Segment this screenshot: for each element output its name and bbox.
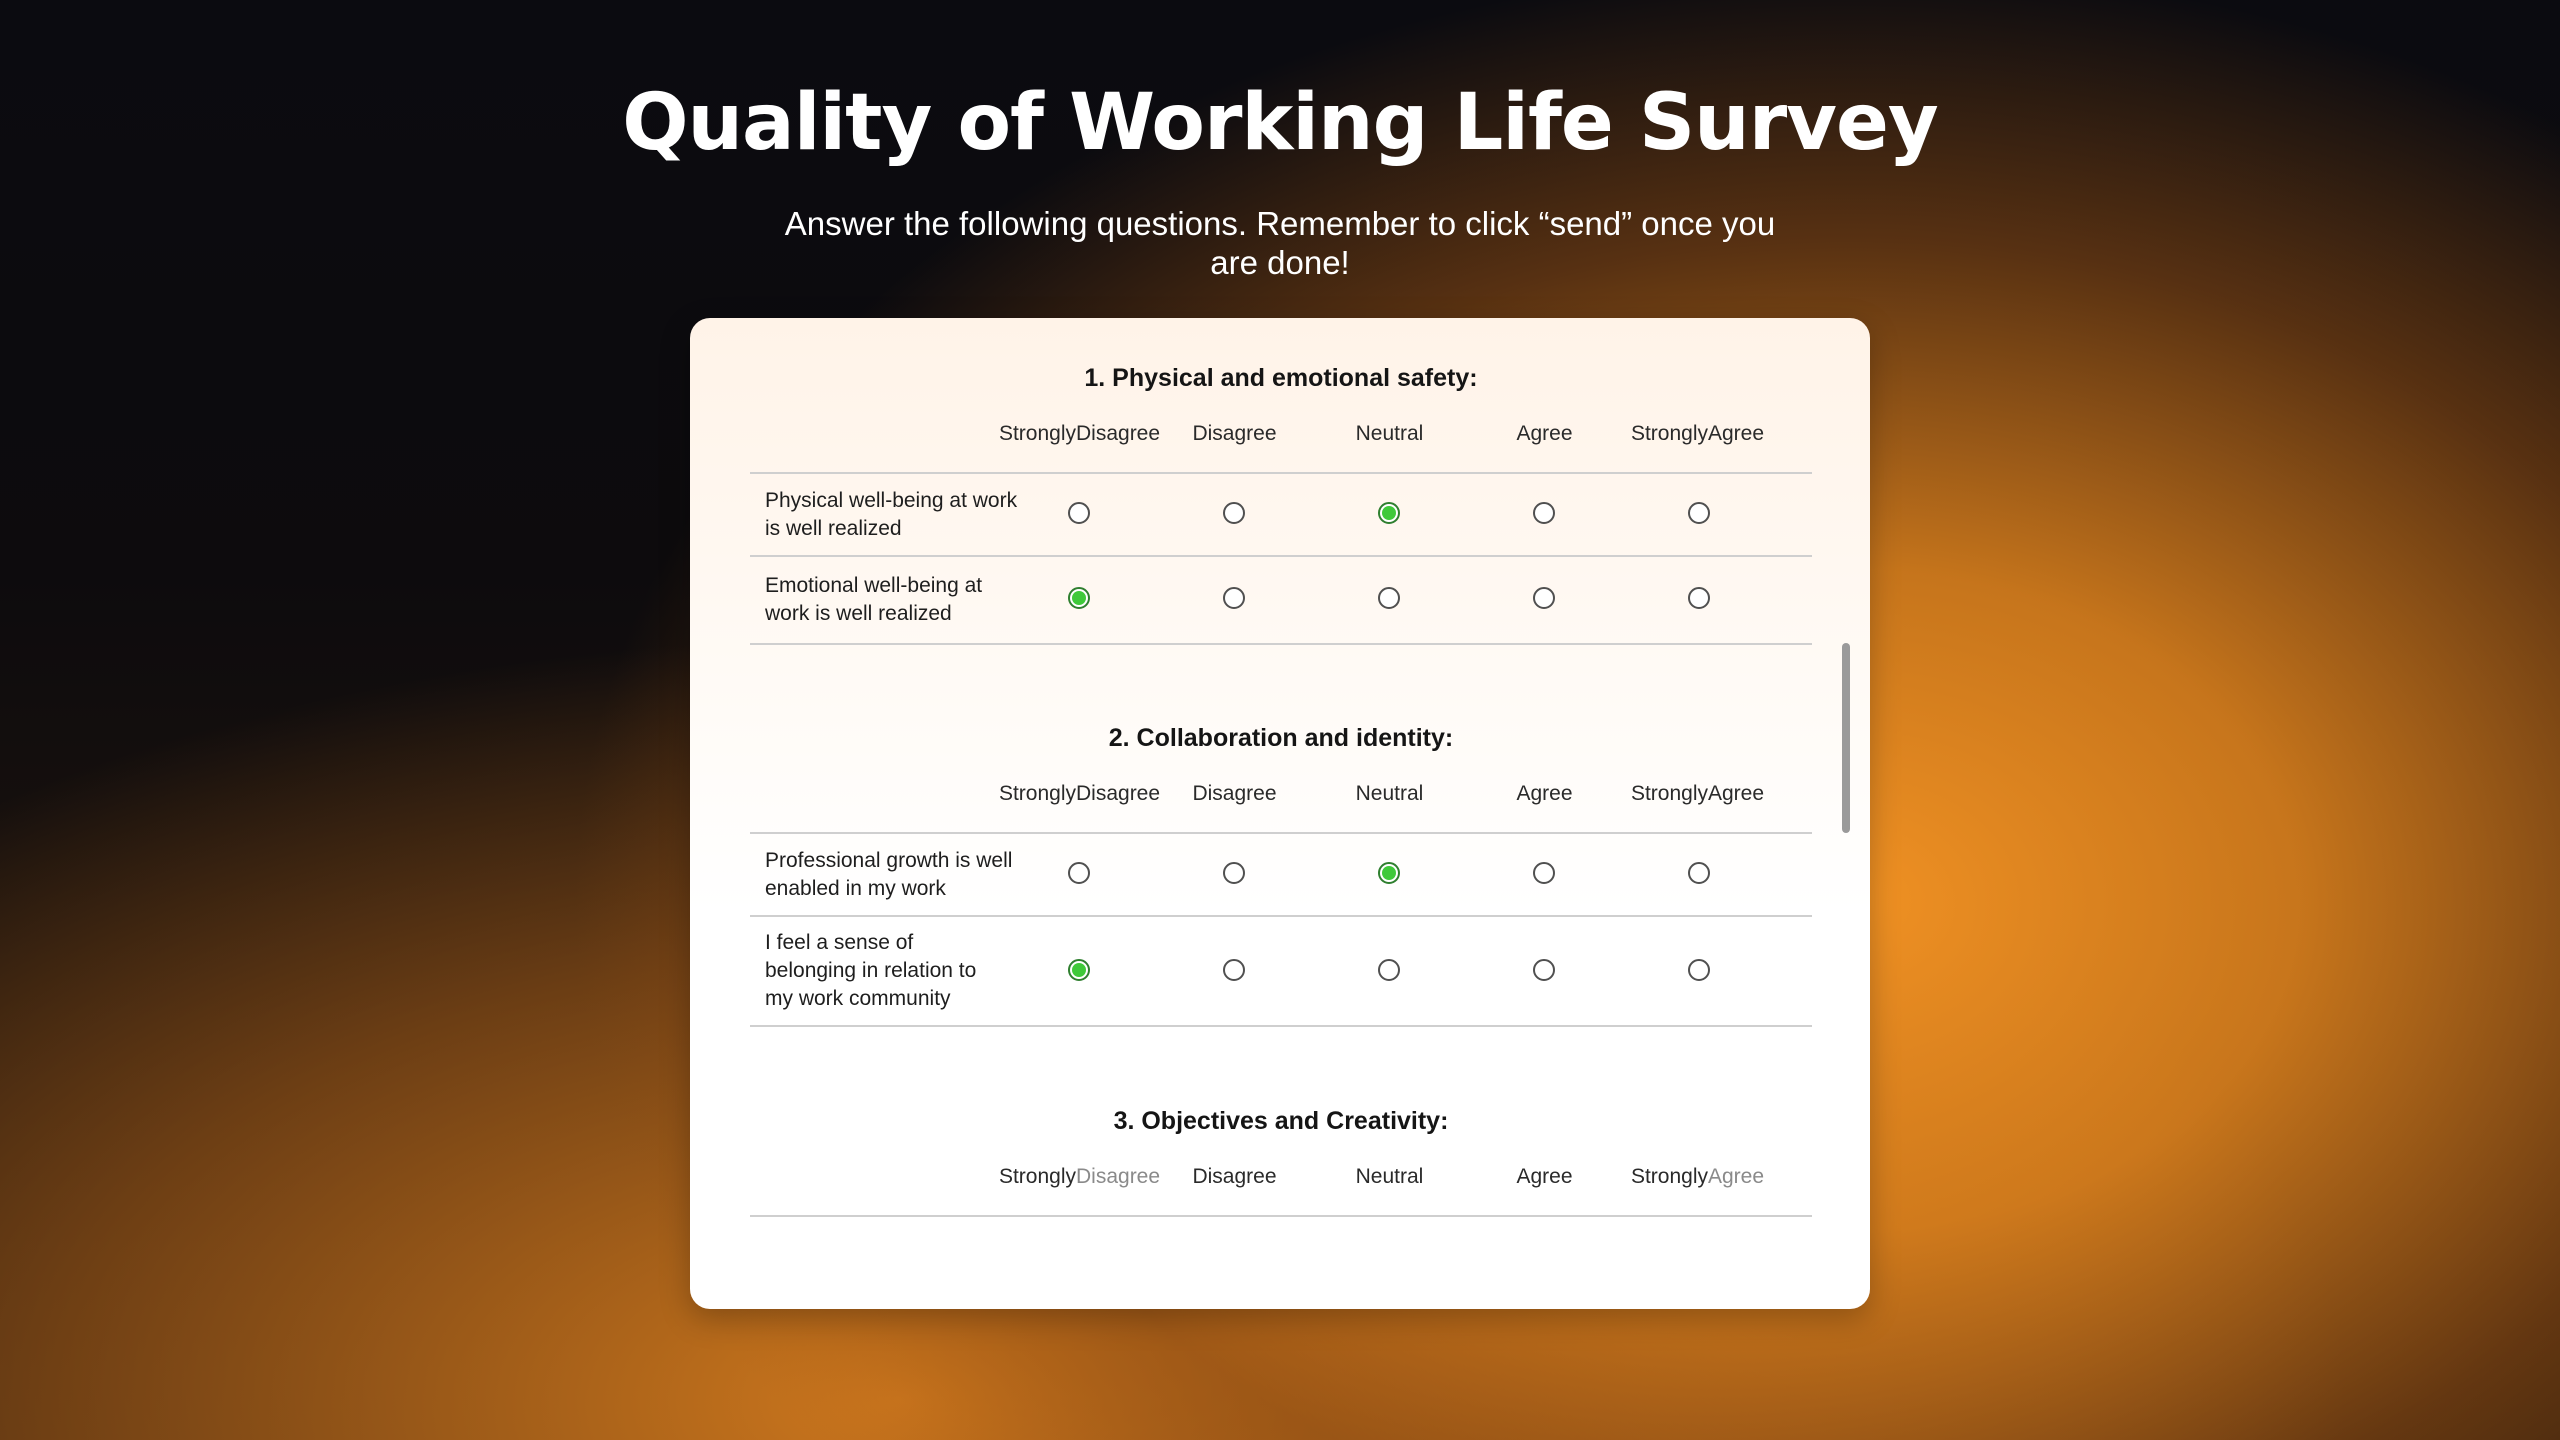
scale-header-strongly-disagree: Strongly Disagree: [998, 1165, 1161, 1188]
scale-header-neutral: Neutral: [1355, 1165, 1424, 1188]
survey-card: [690, 318, 1870, 1309]
radio-neutral[interactable]: [1378, 959, 1400, 981]
question-label: Professional growth is well enabled in my work: [765, 848, 1013, 900]
scale-header-strongly-disagree: Strongly Disagree: [998, 782, 1161, 805]
radio-agree[interactable]: [1533, 862, 1555, 884]
scale-header-strongly-agree: Strongly Agree: [1630, 782, 1765, 805]
section-title: 1. Physical and emotional safety:: [1084, 364, 1478, 392]
radio-strongly-disagree[interactable]: [1068, 959, 1090, 981]
radio-strongly-disagree[interactable]: [1068, 862, 1090, 884]
question-row: [750, 917, 1812, 1027]
section-title: 3. Objectives and Creativity:: [1113, 1107, 1449, 1135]
radio-disagree[interactable]: [1223, 862, 1245, 884]
radio-neutral[interactable]: [1378, 862, 1400, 884]
section-physical-emotional-safety: [750, 358, 1812, 645]
radio-strongly-agree[interactable]: [1688, 502, 1710, 524]
page-subtitle: Answer the following questions. Remember to click “send” once you are done!: [784, 205, 1776, 281]
scale-header-disagree: Disagree: [1192, 1165, 1277, 1188]
radio-neutral[interactable]: [1378, 502, 1400, 524]
radio-disagree[interactable]: [1223, 959, 1245, 981]
scale-header-strongly-agree: Strongly Agree: [1630, 1165, 1765, 1188]
question-label: Physical well-being at work is well realized: [765, 488, 1018, 540]
radio-disagree[interactable]: [1223, 502, 1245, 524]
scale-header-neutral: Neutral: [1355, 782, 1424, 805]
scale-header-agree: Agree: [1516, 422, 1573, 445]
scrollbar-thumb[interactable]: [1842, 643, 1850, 833]
section-title: 2. Collaboration and identity:: [1108, 724, 1454, 752]
radio-neutral[interactable]: [1378, 587, 1400, 609]
survey-scroll-area[interactable]: [690, 318, 1870, 1238]
radio-agree[interactable]: [1533, 502, 1555, 524]
scale-header-disagree: Disagree: [1192, 782, 1277, 805]
radio-strongly-agree[interactable]: [1688, 862, 1710, 884]
question-row: [750, 474, 1812, 557]
radio-strongly-agree[interactable]: [1688, 959, 1710, 981]
radio-strongly-agree[interactable]: [1688, 587, 1710, 609]
radio-strongly-disagree[interactable]: [1068, 587, 1090, 609]
question-row: [750, 557, 1812, 645]
scale-header-agree: Agree: [1516, 1165, 1573, 1188]
section-objectives-creativity: [750, 1101, 1812, 1217]
radio-agree[interactable]: [1533, 587, 1555, 609]
scale-header-neutral: Neutral: [1355, 422, 1424, 445]
radio-strongly-disagree[interactable]: [1068, 502, 1090, 524]
question-label: I feel a sense of belonging in relation to my work community: [765, 931, 977, 1010]
radio-agree[interactable]: [1533, 959, 1555, 981]
page-title: Quality of Working Life Survey: [622, 78, 1938, 168]
question-label: Emotional well-being at work is well realized: [765, 574, 983, 625]
scale-header-agree: Agree: [1516, 782, 1573, 805]
scale-header-row: [750, 398, 1812, 474]
scale-header-row: [750, 758, 1812, 834]
scale-header-row: [750, 1141, 1812, 1217]
scale-header-strongly-disagree: Strongly Disagree: [998, 422, 1161, 445]
scale-header-strongly-agree: Strongly Agree: [1630, 422, 1765, 445]
scale-header-disagree: Disagree: [1192, 422, 1277, 445]
question-row: [750, 834, 1812, 917]
radio-disagree[interactable]: [1223, 587, 1245, 609]
section-collaboration-identity: [750, 718, 1812, 1027]
